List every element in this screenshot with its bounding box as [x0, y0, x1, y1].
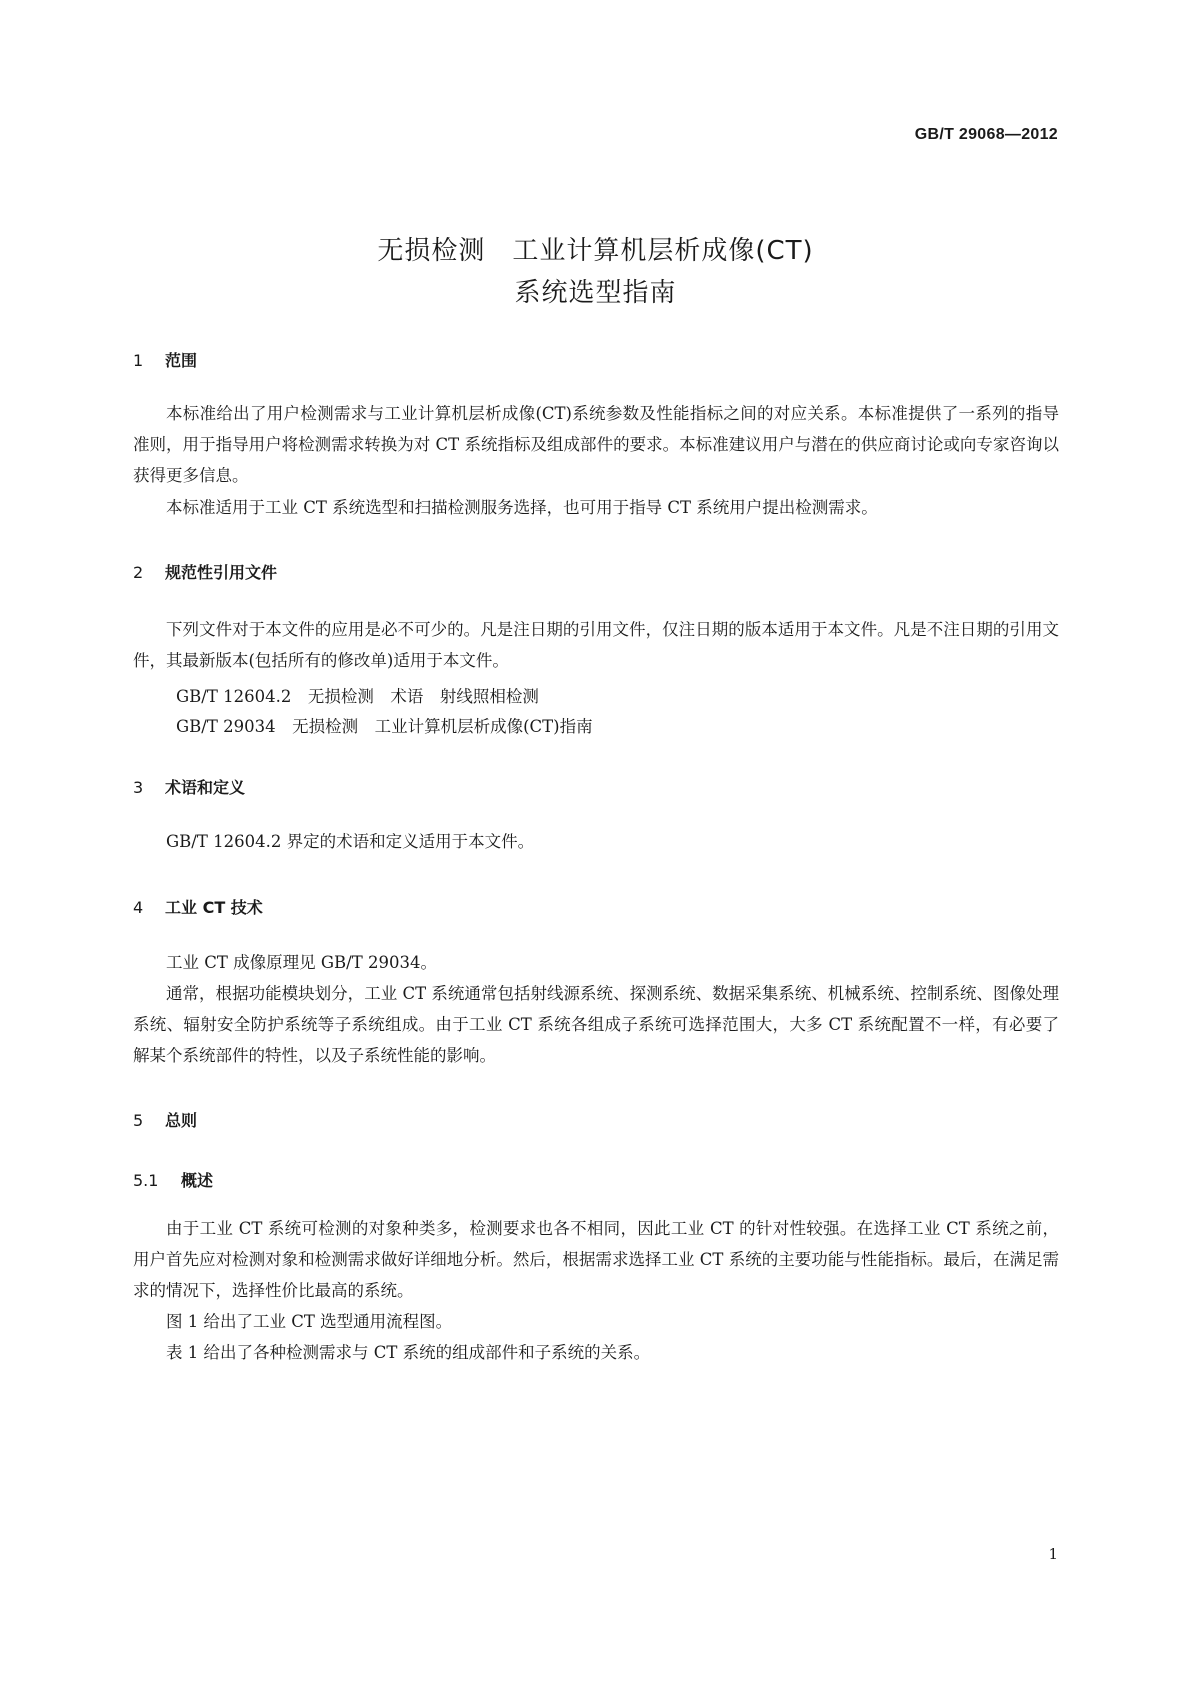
section-number: 5.1: [133, 1171, 159, 1190]
section-number: 2: [133, 563, 144, 582]
section-4-paragraph-1: 工业 CT 成像原理见 GB/T 29034。: [166, 953, 437, 972]
section-number: 1: [133, 351, 144, 370]
section-number: 4: [133, 898, 144, 917]
section-title: 总则: [165, 1111, 198, 1130]
document-title-line-2: 系统选型指南: [514, 278, 677, 308]
standard-code: GB/T 29068—2012: [914, 126, 1058, 143]
document-title-line-1: 无损检测 工业计算机层析成像(CT): [377, 236, 814, 266]
section-title: 工业 CT 技术: [165, 898, 263, 917]
section-3-paragraph-1: GB/T 12604.2 界定的术语和定义适用于本文件。: [166, 832, 535, 851]
section-number: 5: [133, 1111, 144, 1130]
section-5-heading: [133, 1108, 197, 1131]
section-title: 规范性引用文件: [165, 563, 278, 582]
normative-reference-1: GB/T 12604.2 无损检测 术语 射线照相检测: [176, 687, 539, 706]
section-5-1-heading: [133, 1168, 213, 1191]
section-1-heading: [133, 348, 197, 371]
section-title: 范围: [165, 351, 198, 370]
section-title: 术语和定义: [165, 778, 246, 797]
section-3-heading: [133, 775, 245, 798]
section-2-paragraph-1: 下列文件对于本文件的应用是必不可少的。凡是注日期的引用文件，仅注日期的版本适用于本文件。凡是不注日期的引用文件，其最新版本(包括所有的修改单)适用于本文件。: [133, 620, 1059, 670]
section-5-1-paragraph-3: 表 1 给出了各种检测需求与 CT 系统的组成部件和子系统的关系。: [166, 1343, 651, 1362]
section-1-paragraph-2: 本标准适用于工业 CT 系统选型和扫描检测服务选择，也可用于指导 CT 系统用户提出检测需求。: [166, 498, 878, 517]
section-4-heading: [133, 895, 263, 918]
section-title: 概述: [181, 1171, 214, 1190]
section-5-1-paragraph-1: 由于工业 CT 系统可检测的对象种类多，检测要求也各不相同，因此工业 CT 的针对性较强。在选择工业 CT 系统之前，用户首先应对检测对象和检测需求做好详细地分析。然后，根据需求选择工业 CT 系统的主要功能与性能指标。最后，在满足需求的情况下，选择性价比最高的系统。: [133, 1219, 1059, 1300]
section-2-heading: [133, 560, 277, 583]
section-4-paragraph-2: 通常，根据功能模块划分，工业 CT 系统通常包括射线源系统、探测系统、数据采集系统、机械系统、控制系统、图像处理系统、辐射安全防护系统等子系统组成。由于工业 CT 系统各组成子系统可选择范围大，大多 CT 系统配置不一样，有必要了解某个系统部件的特性，以及子系统性能的影响。: [133, 984, 1059, 1065]
normative-reference-2: GB/T 29034 无损检测 工业计算机层析成像(CT)指南: [176, 717, 593, 736]
page-number: 1: [1048, 1545, 1058, 1563]
section-1-paragraph-1: 本标准给出了用户检测需求与工业计算机层析成像(CT)系统参数及性能指标之间的对应关系。本标准提供了一系列的指导准则，用于指导用户将检测需求转换为对 CT 系统指标及组成部件的要求。本标准建议用户与潜在的供应商讨论或向专家咨询以获得更多信息。: [133, 404, 1059, 485]
section-number: 3: [133, 778, 144, 797]
section-5-1-paragraph-2: 图 1 给出了工业 CT 选型通用流程图。: [166, 1312, 453, 1331]
